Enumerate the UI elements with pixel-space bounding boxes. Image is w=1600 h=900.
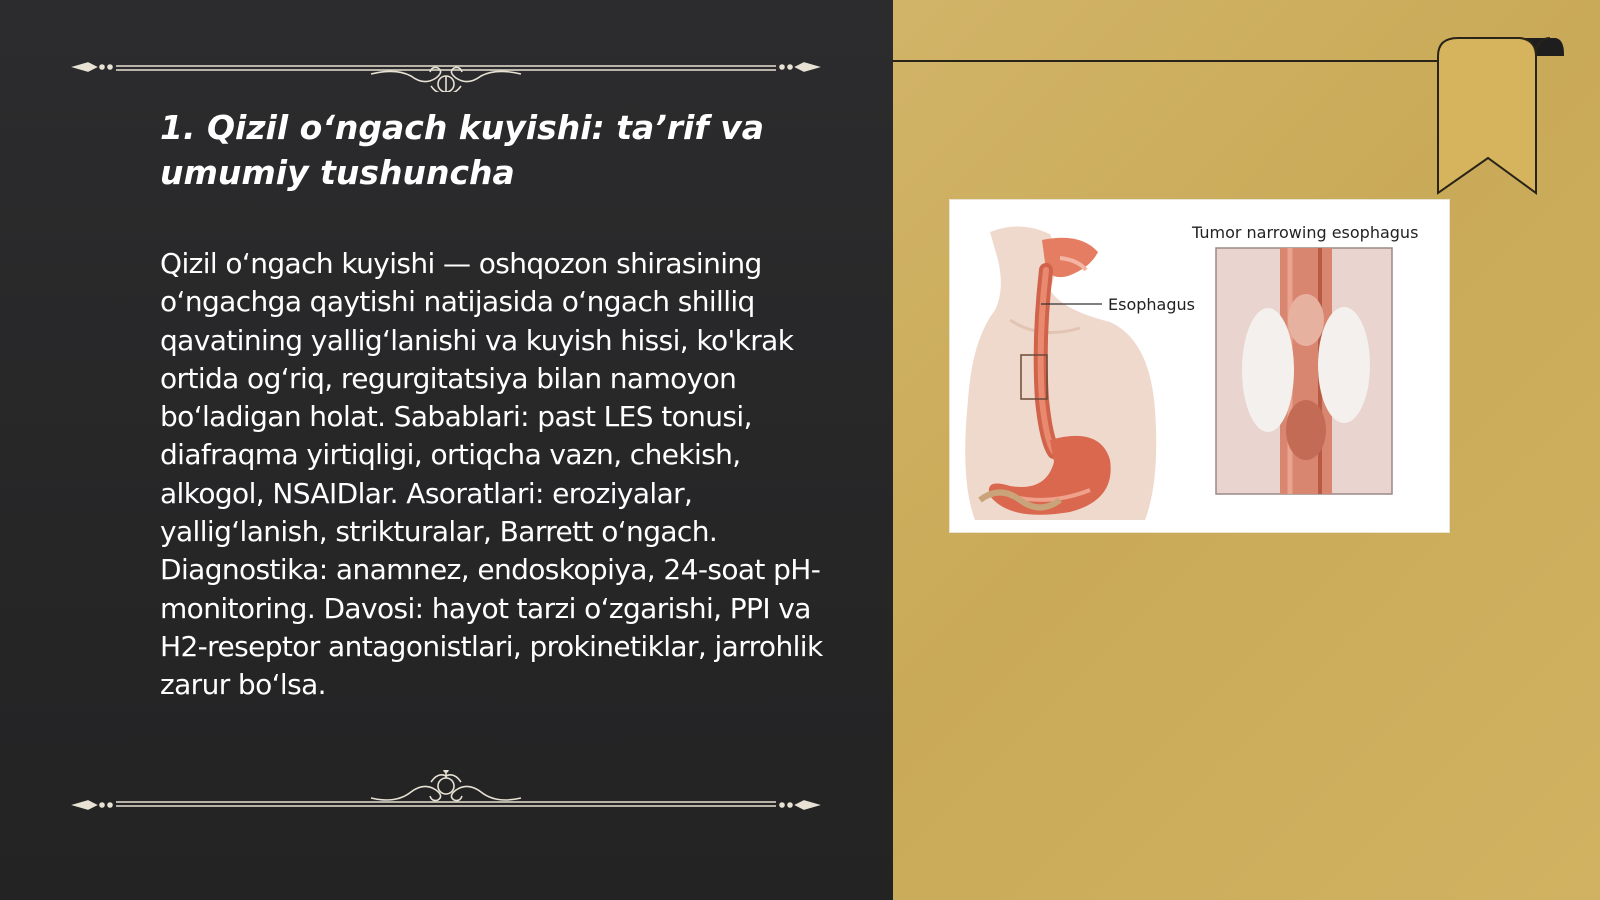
slide-body-text: Qizil o‘ngach kuyishi — oshqozon shirasining o‘ngachga qaytishi natijasida o‘ngach shilliq qavatining yallig‘lanishi va kuyish hissi, ko'krak ortida og‘riq, regurgitatsiya bilan namoyon bo‘ladigan holat. Sabablari: past LES tonusi, diafraqma yirtiqligi, ortiqcha vazn, chekish, alkogol, NSAIDlar. Asoratlari: eroziyalar, yallig‘lanish, strikturalar, Barrett o‘ngach. Diagnostika: anamnez, endoskopiya, 24-soat pH-monitoring. Davosi: hayot tarzi o‘zgarishi, PPI va H2-reseptor antagonistlari, prokinetiklar, jarrohlik zarur bo‘lsa. [160, 247, 823, 702]
divider-line [893, 60, 1438, 62]
anatomy-illustration [950, 200, 1449, 532]
esophagus-label: Esophagus [1108, 295, 1195, 314]
slide-title: 1. Qizil o‘ngach kuyishi: ta’rif va umumiy tushuncha [160, 108, 764, 192]
top-ornament-divider [66, 42, 826, 92]
esophagus-illustration [950, 200, 1449, 532]
tumor-label: Tumor narrowing esophagus [1192, 223, 1419, 242]
bookmark-ribbon-icon [1436, 36, 1566, 201]
bottom-ornament-divider [66, 770, 826, 820]
